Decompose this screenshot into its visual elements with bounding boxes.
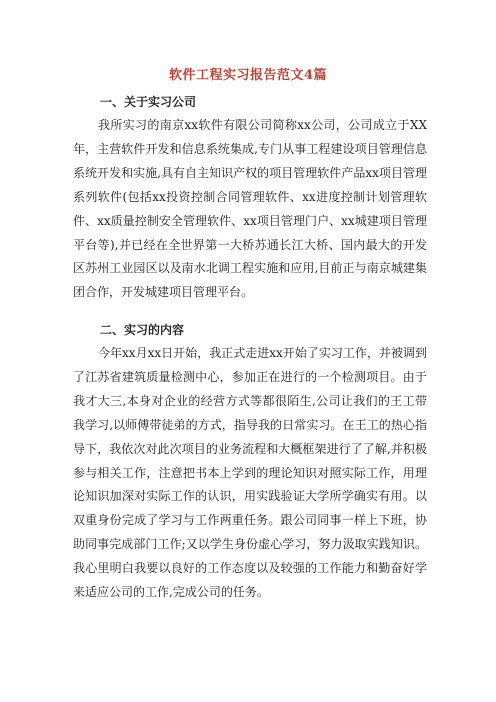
section-heading-company: 一、关于实习公司 (100, 95, 197, 109)
section-heading-content: 二、实习的内容 (100, 323, 185, 337)
document-title: 软件工程实习报告范文4篇 (168, 68, 328, 83)
section-paragraph-company: 我所实习的南京xx软件有限公司简称xx公司，公司成立于XX年，主营软件开发和信息系统集成,专门从事工程建设项目管理信息系统开发和实施,具有自主知识产权的项目管理软件产品xx项目管理系列软件(包括xx投资控制合同管理软件、xx进度控制计划管理软件、xx质量控制安全管理软件、xx项目管理门户、xx城建项目管理平台等),并已经在全世界第一大桥苏通长江大桥、国内最大的开发区苏州工业园区以及南水北调工程实施和应用,目前正与南京城建集团合作，开发城建项目管理平台。 (73, 118, 427, 300)
section-paragraph-content: 今年xx月xx日开始，我正式走进xx开始了实习工作，并被调到了江苏省建筑质量检测中心，参加正在进行的一个检测项目。由于我才大三,本身对企业的经营方式等都很陌生,公司让我们的王工带我学习,以师傅带徒弟的方式，指导我的日常实习。在王工的热心指导下，我依次对此次项目的业务流程和大概框架进行了了解,并积极参与相关工作，注意把书本上学到的理论知识对照实际工作，用理论知识加深对实际工作的认识，用实践验证大学所学确实有用。以双重身份完成了学习与工作两重任务。跟公司同事一样上下班，协助同事完成部门工作;又以学生身份虚心学习，努力汲取实践知识。我心里明白我要以良好的工作态度以及较强的工作能力和勤奋好学来适应公司的工作,完成公司的任务。 (73, 346, 427, 600)
